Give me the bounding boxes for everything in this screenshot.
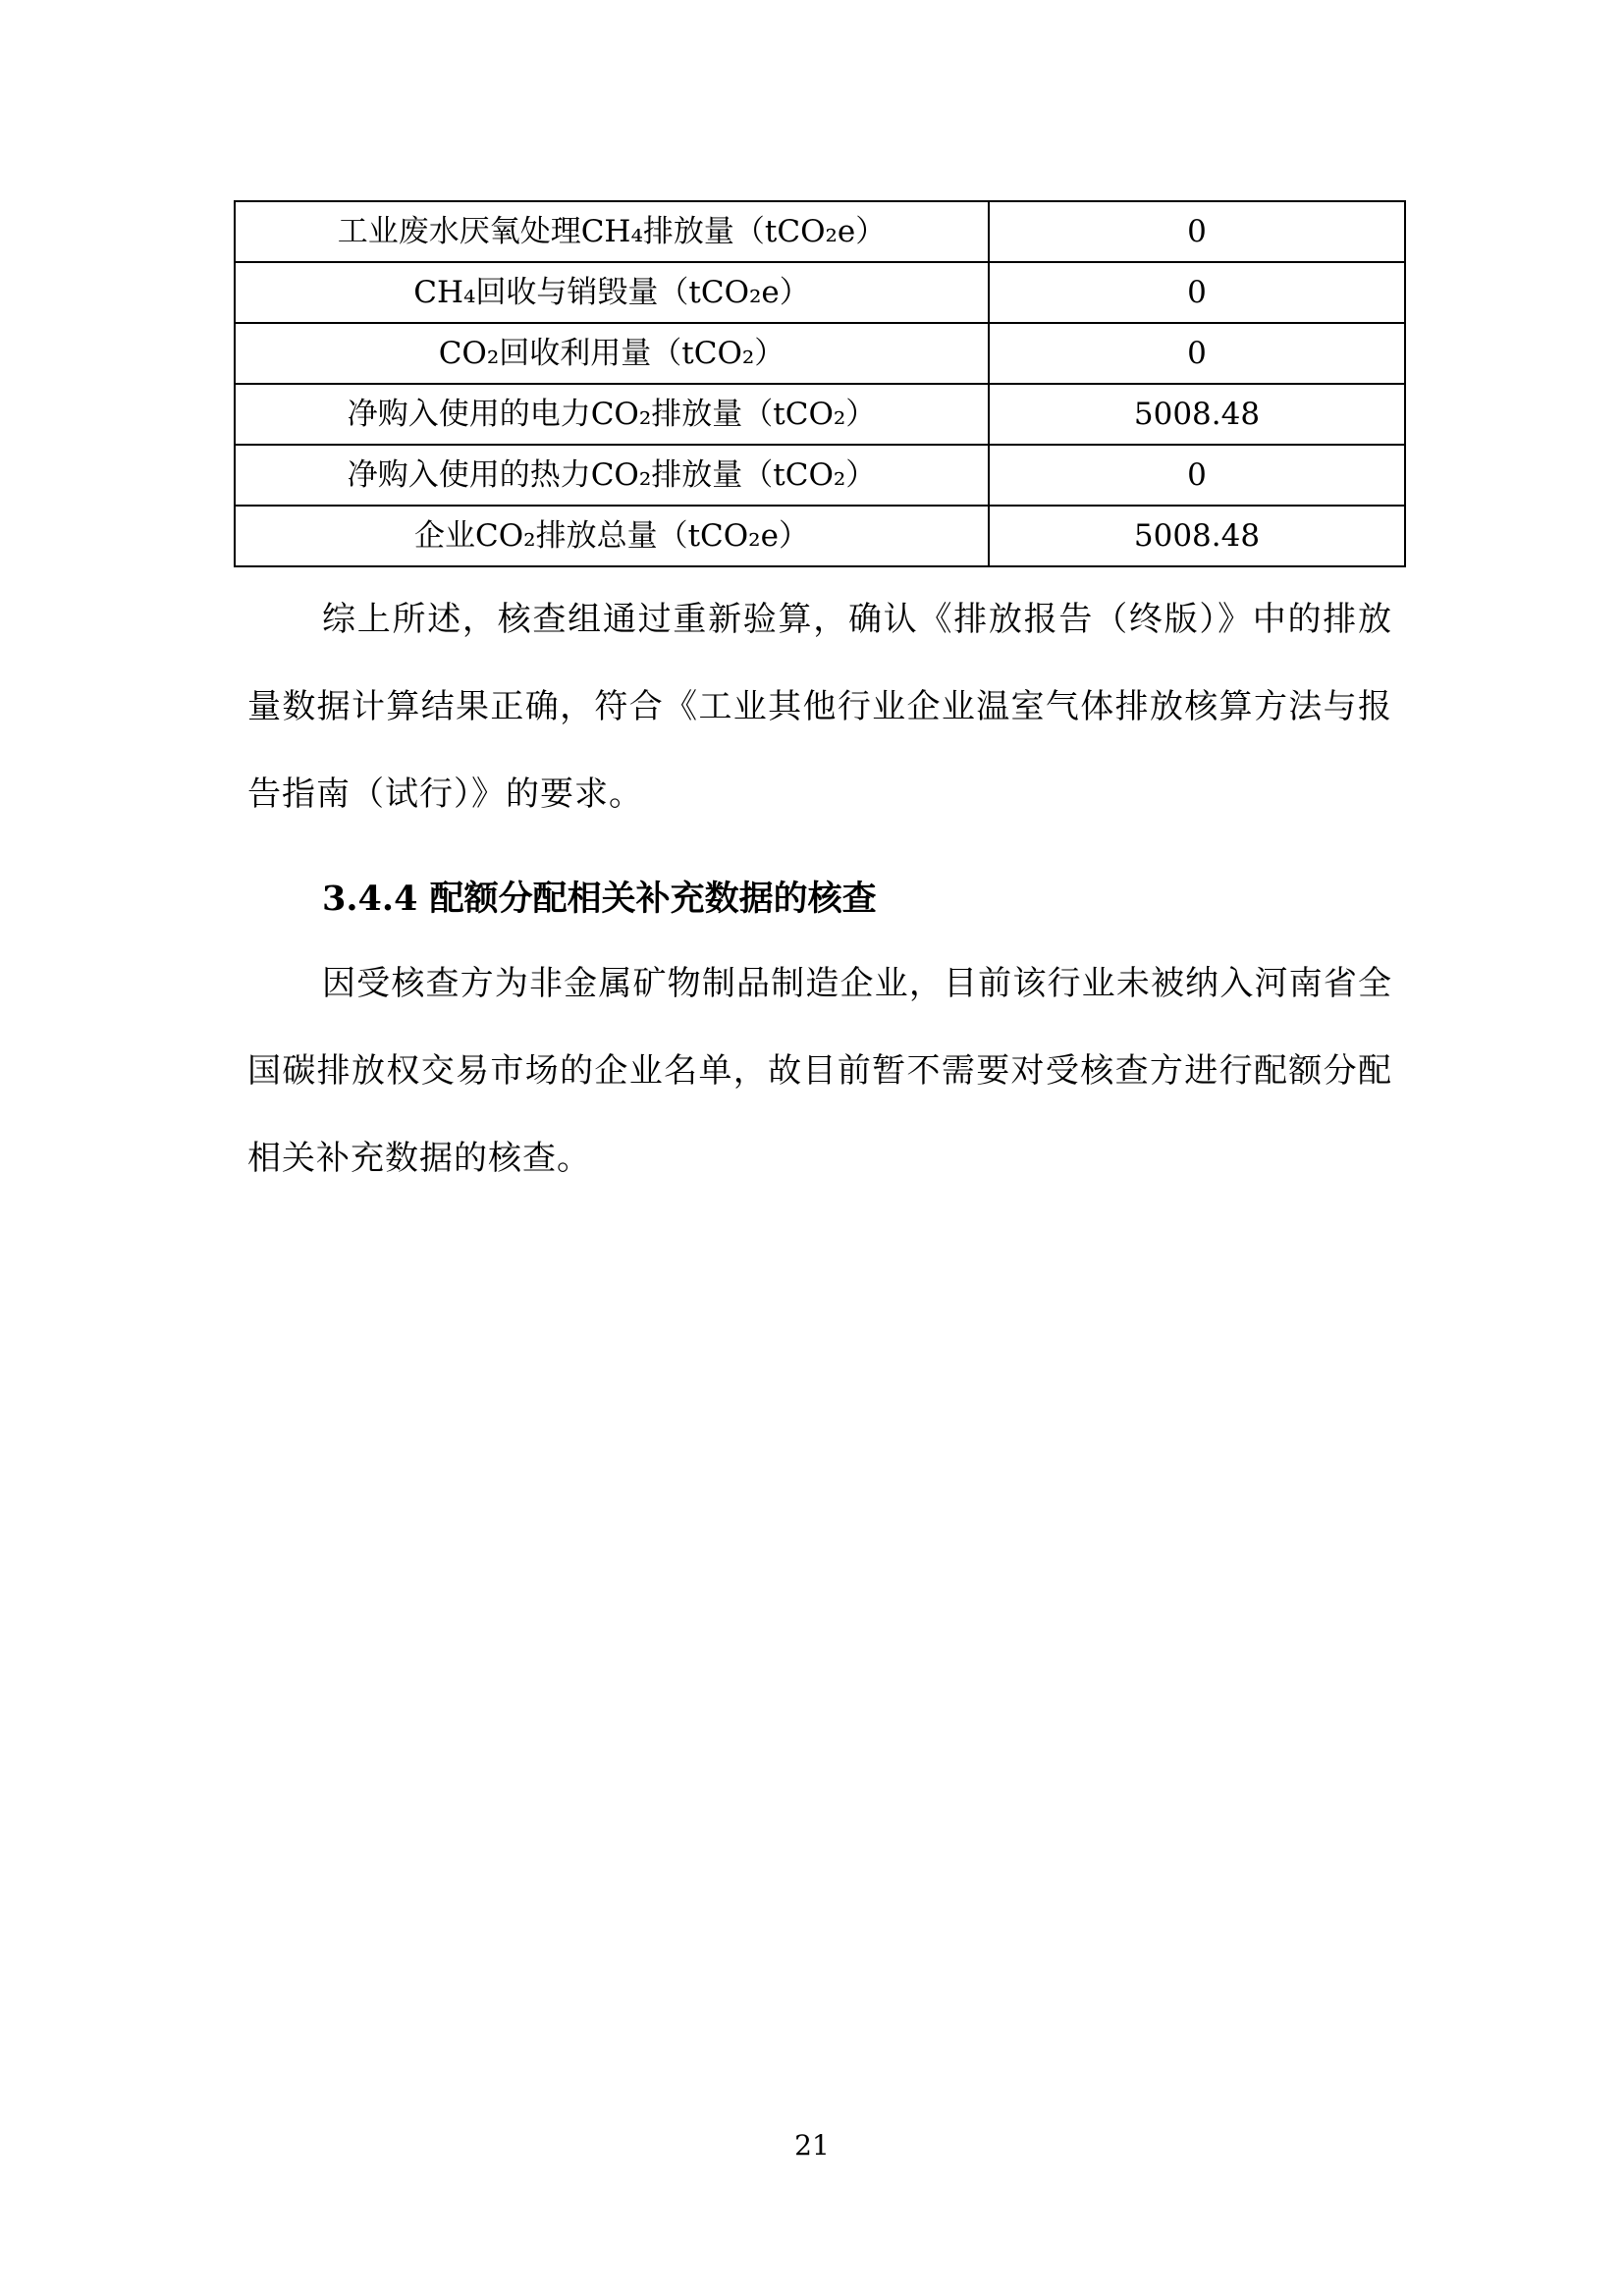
table-row <box>235 384 1405 445</box>
section-heading: 3.4.4 配额分配相关补充数据的核查 <box>322 879 877 919</box>
table-cell-value: 0 <box>989 323 1405 384</box>
conclusion-paragraph: 综上所述，核查组通过重新验算，确认《排放报告（终版）》中的排放量数据计算结果正确，符合《工业其他行业企业温室气体排放核算方法与报告指南（试行）》的要求。 <box>247 600 1392 814</box>
table-cell-label: 净购入使用的热力CO₂排放量（tCO₂） <box>235 445 989 506</box>
emissions-table <box>234 200 1406 567</box>
page-number: 21 <box>794 2129 830 2162</box>
table-row <box>235 201 1405 262</box>
table-row <box>235 445 1405 506</box>
table-cell-value: 0 <box>989 201 1405 262</box>
table-cell-label: CO₂回收利用量（tCO₂） <box>235 323 989 384</box>
section-paragraph: 因受核查方为非金属矿物制品制造企业，目前该行业未被纳入河南省全国碳排放权交易市场的企业名单，故目前暂不需要对受核查方进行配额分配相关补充数据的核查。 <box>247 964 1392 1178</box>
table-cell-label: 企业CO₂排放总量（tCO₂e） <box>235 506 989 566</box>
table-cell-label: 工业废水厌氧处理CH₄排放量（tCO₂e） <box>235 201 989 262</box>
table-cell-value: 5008.48 <box>989 384 1405 445</box>
table-row <box>235 323 1405 384</box>
table-row <box>235 506 1405 566</box>
table-cell-value: 5008.48 <box>989 506 1405 566</box>
table-row <box>235 262 1405 323</box>
table-cell-label: CH₄回收与销毁量（tCO₂e） <box>235 262 989 323</box>
table-cell-label: 净购入使用的电力CO₂排放量（tCO₂） <box>235 384 989 445</box>
table-cell-value: 0 <box>989 445 1405 506</box>
table-cell-value: 0 <box>989 262 1405 323</box>
